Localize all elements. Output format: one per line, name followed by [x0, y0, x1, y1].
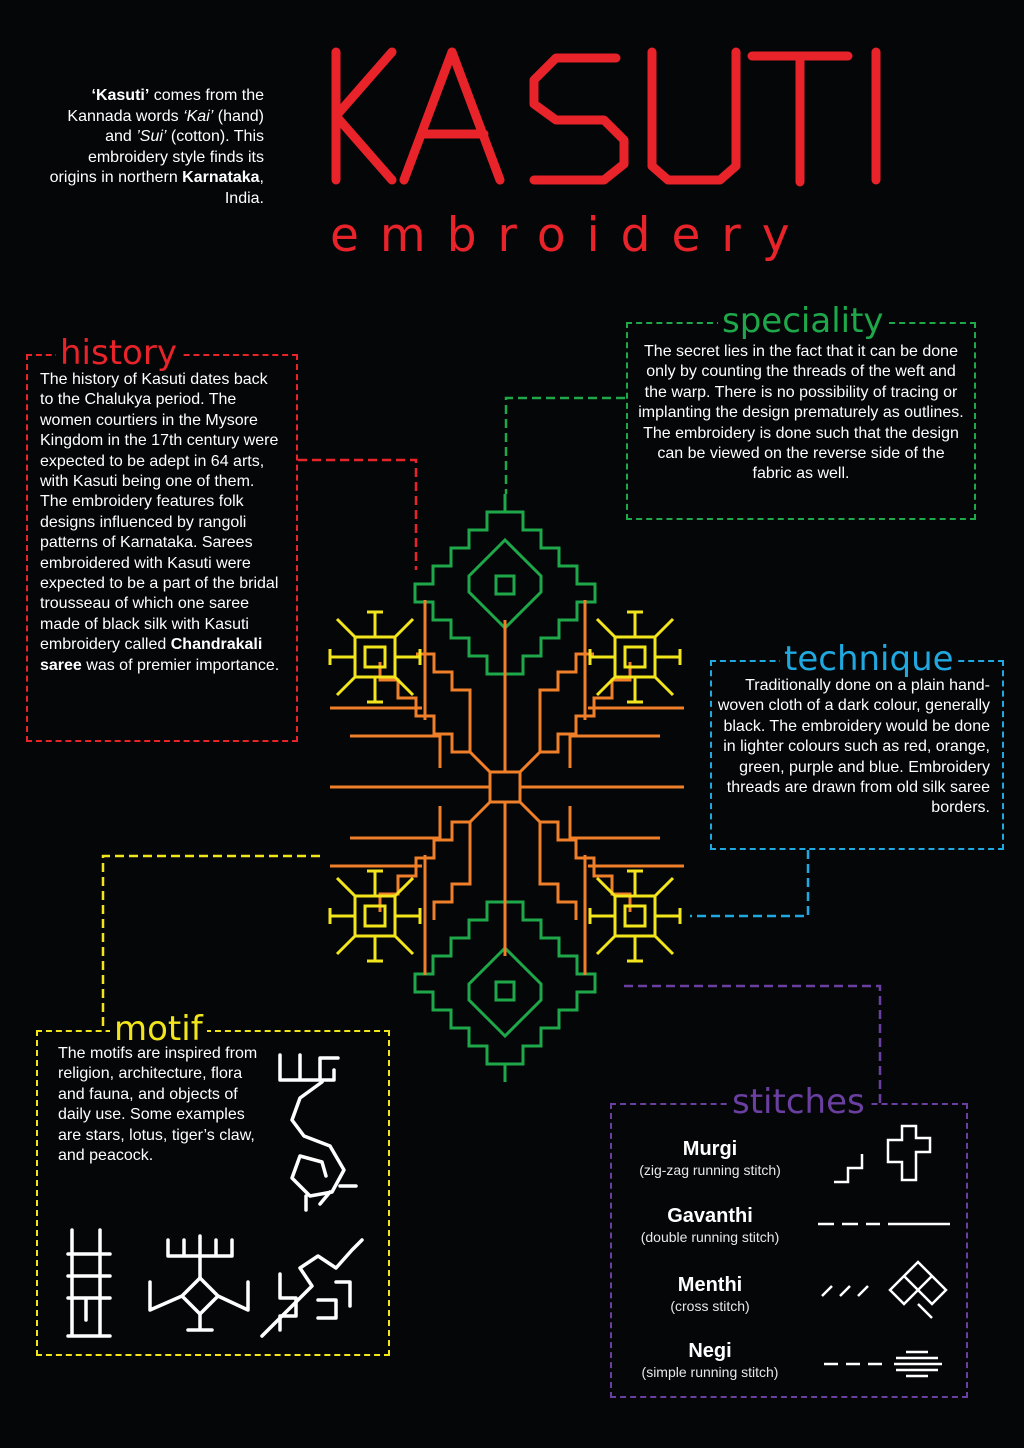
stitch-gavanthi-name: Gavanthi	[667, 1205, 753, 1227]
history-text-main: The history of Kasuti dates back to the Chalukya period. The women courtiers in the Mysore Kingdom in the 17th century were expected to be adept in 64 arts, with Kasuti being one of them. The embroidery features folk designs influenced by rangoli patterns of Karnataka. Sarees embroidered with Kasuti were expected to be a part of the bridal trousseau of which one saree made of black silk with Kasuti embroidery called	[40, 371, 279, 654]
history-title: history	[56, 336, 181, 370]
technique-text: Traditionally done on a plain hand-woven cloth of a dark colour, generally black. The embroidery would be done in lighter colours such as red, orange, green, purple and blue. Embroidery threads are drawn from old silk saree borders.	[717, 677, 990, 817]
history-text	[40, 370, 282, 676]
title-logo	[336, 52, 876, 182]
intro-text-part: (hand) and	[105, 107, 264, 146]
intro-text-part: , India.	[224, 169, 264, 207]
intro-kai: ‘Kai’	[183, 107, 214, 125]
stitch-menthi-name: Menthi	[677, 1274, 743, 1296]
speciality-title: speciality	[718, 304, 888, 338]
stitch-gavanthi-desc: (double running stitch)	[640, 1229, 780, 1245]
stitch-menthi-desc: (cross stitch)	[670, 1298, 750, 1314]
motif-text: The motifs are inspired from religion, architecture, flora and fauna, and objects of daily use. Some examples are stars, lotus, tiger’s claw, and peacock.	[58, 1045, 258, 1165]
stitch-murgi-desc: (zig-zag running stitch)	[639, 1162, 781, 1178]
intro-text-part: (cotton). This embroidery style finds its origins in northern	[49, 128, 264, 187]
intro-text-part: comes from the Kannada words	[67, 87, 264, 125]
history-text-bold: Chandrakali saree	[40, 636, 263, 674]
intro-karnataka: Karnataka	[182, 169, 260, 187]
stitches-title: stitches	[728, 1085, 869, 1119]
stitch-murgi-name: Murgi	[682, 1138, 738, 1160]
intro-kasuti: ‘Kasuti’	[91, 87, 150, 104]
history-text-end: was of premier importance.	[81, 656, 280, 674]
speciality-text: The secret lies in the fact that it can be done only by counting the threads of the weft and the warp. There is no possibility of tracing or implanting the design prematurely as outlines. The embroidery is done such that the design can be viewed on the reverse side of the fabric as well.	[638, 343, 964, 483]
intro-text	[40, 86, 264, 210]
intro-sui: ’Sui’	[136, 128, 167, 146]
orange-body	[330, 600, 684, 975]
technique-title: technique	[780, 642, 958, 676]
subtitle: embroidery	[330, 208, 811, 263]
stitch-negi-name: Negi	[688, 1340, 732, 1362]
central-motif	[330, 494, 684, 1082]
stitch-negi-desc: (simple running stitch)	[641, 1364, 779, 1380]
motif-title: motif	[110, 1012, 207, 1046]
